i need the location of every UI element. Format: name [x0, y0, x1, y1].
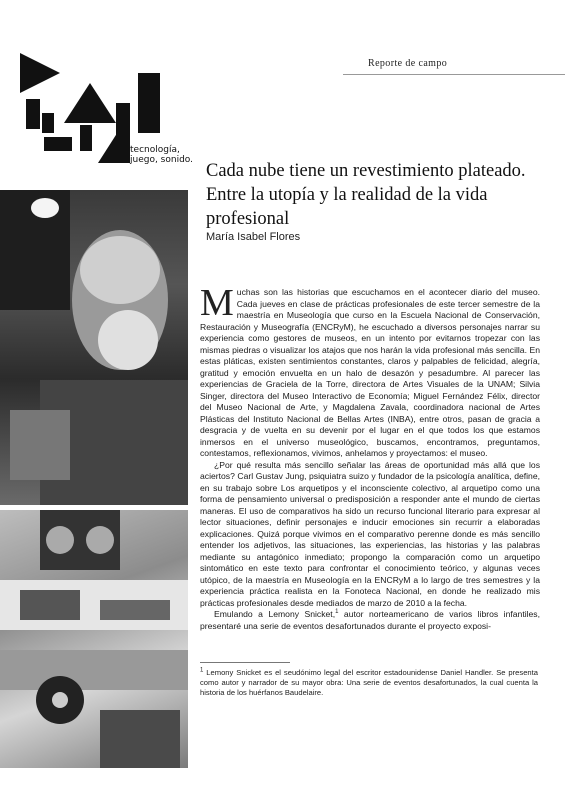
logo-tagline-line-1: tecnología,: [130, 145, 180, 155]
article-body: [200, 282, 540, 632]
footnote-text: Lemony Snicket es el seudónimo legal del escritor estadounidense Daniel Handler. Se presenta como autor y narrador de su mayor obra: Una serie de eventos desafortunados, la cual cuenta la historia de los huérfanos Baudelaire.: [200, 668, 538, 697]
logo-bar-5: [116, 103, 130, 135]
logo-bar-3: [80, 125, 92, 151]
logo-tagline-line-2: juego, sonido.: [130, 154, 194, 165]
drop-cap: M: [200, 282, 234, 324]
article-author: María Isabel Flores: [206, 231, 301, 243]
portrait-photo: [0, 190, 188, 505]
footnote: [200, 668, 538, 698]
footnote-number: 1: [200, 667, 204, 674]
section-rule: [343, 74, 565, 75]
article-title: Cada nube tiene un revestimiento plateado. Entre la utopía y la realidad de la vida profesional: [206, 161, 526, 229]
logo-tagline: [130, 146, 193, 165]
section-label: Reporte de campo: [368, 58, 448, 69]
paragraph-3: [200, 609, 540, 632]
paragraph-1-text: uchas son las historias que escuchamos en el acontecer diario del museo. Cada jueves en clase de prácticas profesionales de este tercer semestre de la maestría en Museología que curso en la Escuela Nacional de Conservación, Restauración y Museografía (ENCRyM), he escuchado a diversos personajes narrar su experiencia como gestores de museos, en un intento por evitarnos tropezar con las mismas piedras o visualizar los atajos que nos harán la vida profesional más sencilla. En estas pláticas, existen sentimientos constantes, claros y palpables de felicidad, alegría, gratitud y emoción envuelta en un halo de desazón y pesadumbre. Al parecer las experiencias de Graciela de la Torre, directora de Artes Visuales de la UNAM; Silvia Singer, directora del Museo Interactivo de Economía; Miguel Fernández Félix, director del Museo Nacional de Arte, y Magdalena Zavala, coordinadora nacional de Artes Plásticas del Instituto Nacional de Bellas Artes (INBA), entre otros, pasan de gracia a desgracia y de vuelta en su devenir por el lugar en el que todos los que estamos inmersos en el universo museológico, buscamos, encontramos, preguntamos, contestamos, reflexionamos, vivimos, anhelamos y proyectamos: el museo.: [200, 287, 540, 458]
paragraph-1: [200, 282, 540, 460]
logo-bar-2: [42, 113, 54, 133]
logo-bar-1: [26, 99, 40, 129]
logo-block-1: [44, 137, 72, 151]
paragraph-3-text: Emulando a Lemony Snicket,: [214, 609, 336, 619]
logo-triangle-left: [20, 53, 60, 93]
footnote-rule: [200, 662, 290, 663]
logo-bar-4: [138, 73, 160, 133]
paragraph-3-rest: autor norteamericano de varios libros infantiles, presentaré una serie de eventos desafortunados durante el proyecto exposi-: [200, 609, 540, 631]
logo-triangle-center: [64, 83, 116, 123]
paragraph-2: ¿Por qué resulta más sencillo señalar las áreas de oportunidad más allá que los aciertos? Carl Gustav Jung, psiquiatra suizo y fundador de la psicología analítica, define, en su trabajo sobre Los arquetipos y el inconsciente colectivo, al arquetipo como una forma de pensamiento universal o predisposición a responder ante el mundo de ciertas maneras. El uso de comparativos ha sido un recurso funcional literario para expresar al lector situaciones, definir personajes e inducir emociones sin recurrir a elaboradas explicaciones. Quizá porque vivimos en el comparativo perenne donde es más sencillo entender los adjetivos, las situaciones, las experiencias, las historias y las palabras mediante su antagónico inmediato; propongo la comparación como un arquetipo sintomático en este texto para confrontar el conocimiento teórico, y algunas veces utópico, de la maestría en Museología en la ENCRyM a lo largo de tres semestres y la experiencia práctica realista en la Fonoteca Nacional, en donde he realizado mis prácticas profesionales desde mediados de marzo de 2010 a la fecha.: [200, 459, 540, 608]
footnote-ref: 1: [335, 609, 339, 616]
equipment-photo: [0, 510, 188, 768]
